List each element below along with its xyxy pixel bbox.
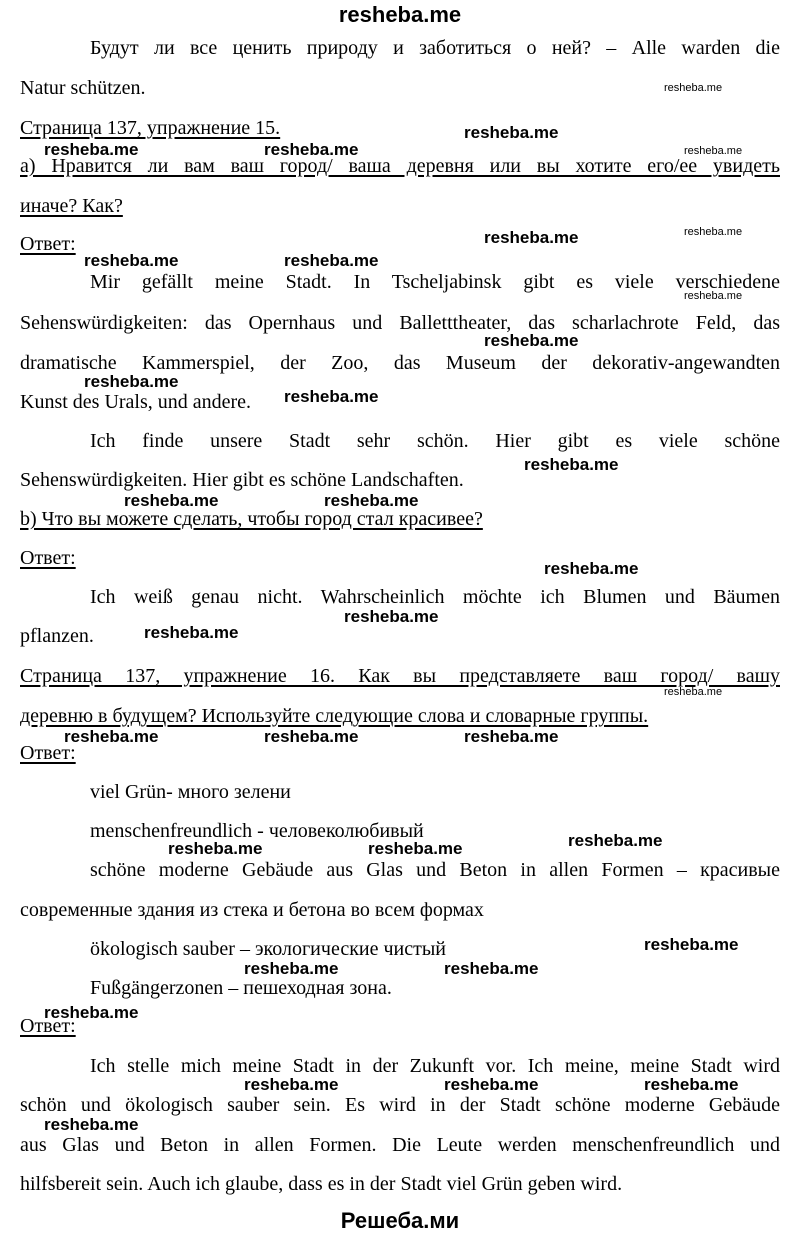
watermark: resheba.me (544, 559, 639, 578)
answer-line: aus Glas und Beton in allen Formen. Die Leute werden menschenfreundlich und (20, 1134, 780, 1156)
watermark: resheba.me (64, 727, 159, 746)
watermark: resheba.me (124, 491, 219, 510)
watermark: resheba.me (244, 1075, 339, 1094)
answer-line: pflanzen. (20, 625, 94, 647)
watermark: resheba.me (244, 959, 339, 978)
watermark-small: resheba.me (684, 290, 743, 302)
watermark: resheba.me (368, 839, 463, 858)
watermark: resheba.me (44, 140, 139, 159)
answer-line: Ich stelle mich meine Stadt in der Zukunft vor. Ich meine, meine Stadt wird (90, 1055, 780, 1077)
exercise-15-question-b: b) Что вы можете сделать, чтобы город стал красивее? (20, 508, 483, 530)
exercise-15-title: Страница 137, упражнение 15. (20, 117, 281, 139)
answer-line: Sehenswürdigkeiten: das Opernhaus und Balletttheater, das scharlachrote Feld, das (20, 312, 780, 334)
answer-line: Sehenswürdigkeiten. Hier gibt es schöne Landschaften. (20, 469, 464, 491)
vocab-item: schöne moderne Gebäude aus Glas und Beton in allen Formen – красивые (90, 859, 780, 881)
vocab-item: ökologisch sauber – экологические чистый (90, 938, 447, 960)
exercise-16-title: Страница 137, упражнение 16. Как вы представляете ваш город/ вашу (20, 665, 780, 687)
watermark: resheba.me (444, 959, 539, 978)
exercise-15-question-a-cont: иначе? Как? (20, 195, 123, 217)
watermark: resheba.me (644, 935, 739, 954)
watermark-small: resheba.me (684, 145, 743, 157)
answer-line: dramatische Kammerspiel, der Zoo, das Museum der dekorativ-angewandten (20, 352, 780, 374)
watermark: resheba.me (344, 607, 439, 626)
watermark: resheba.me (524, 455, 619, 474)
watermark: resheba.me (44, 1003, 139, 1022)
watermark: resheba.me (644, 1075, 739, 1094)
watermark: resheba.me (464, 123, 559, 142)
watermark: resheba.me (44, 1115, 139, 1134)
watermark: resheba.me (84, 251, 179, 270)
watermark: resheba.me (284, 251, 379, 270)
watermark: resheba.me (144, 623, 239, 642)
answer-label: Ответ: (20, 742, 76, 764)
answer-line: hilfsbereit sein. Auch ich glaube, dass es in der Stadt viel Grün geben wird. (20, 1173, 623, 1195)
watermark: resheba.me (484, 228, 579, 247)
watermark: resheba.me (484, 331, 579, 350)
vocab-item: viel Grün- много зелени (90, 781, 291, 803)
answer-line: Mir gefällt meine Stadt. In Tscheljabinsk gibt es viele verschiedene (90, 271, 780, 293)
watermark: resheba.me (264, 727, 359, 746)
site-header[interactable]: resheba.me (338, 2, 462, 27)
answer-line: Ich weiß genau nicht. Wahrscheinlich möchte ich Blumen und Bäumen (90, 586, 780, 608)
vocab-item: menschenfreundlich - человеколюбивый (90, 820, 424, 842)
watermark: resheba.me (84, 372, 179, 391)
answer-line: schön und ökologisch sauber sein. Es wird in der Stadt schöne moderne Gebäude (20, 1094, 780, 1116)
watermark: resheba.me (464, 727, 559, 746)
watermark-small: resheba.me (664, 686, 723, 698)
answer-label: Ответ: (20, 233, 76, 255)
watermark: resheba.me (568, 831, 663, 850)
site-footer[interactable]: Решеба.ми (340, 1208, 460, 1233)
exercise-16-title-cont: деревню в будущем? Используйте следующие слова и словарные группы. (20, 705, 649, 727)
exercise-15-question-a: а) Нравится ли вам ваш город/ ваша деревня или вы хотите его/ее увидеть (20, 155, 780, 177)
answer-line: Ich finde unsere Stadt sehr schön. Hier gibt es viele schöne (90, 430, 780, 452)
answer-label: Ответ: (20, 1015, 76, 1037)
answer-label: Ответ: (20, 547, 76, 569)
watermark: resheba.me (168, 839, 263, 858)
answer-line: Kunst des Urals, und andere. (20, 391, 252, 413)
vocab-item: современные здания из стека и бетона во всем формах (20, 899, 484, 921)
watermark-small: resheba.me (664, 82, 723, 94)
watermark: resheba.me (444, 1075, 539, 1094)
watermark: resheba.me (264, 140, 359, 159)
vocab-item: Fußgängerzonen – пешеходная зона. (90, 977, 392, 999)
watermark: resheba.me (324, 491, 419, 510)
question-line: Natur schützen. (20, 77, 146, 99)
question-line: Будут ли все ценить природу и заботиться о ней? – Alle warden die (90, 37, 780, 59)
watermark: resheba.me (284, 387, 379, 406)
watermark-small: resheba.me (684, 226, 743, 238)
